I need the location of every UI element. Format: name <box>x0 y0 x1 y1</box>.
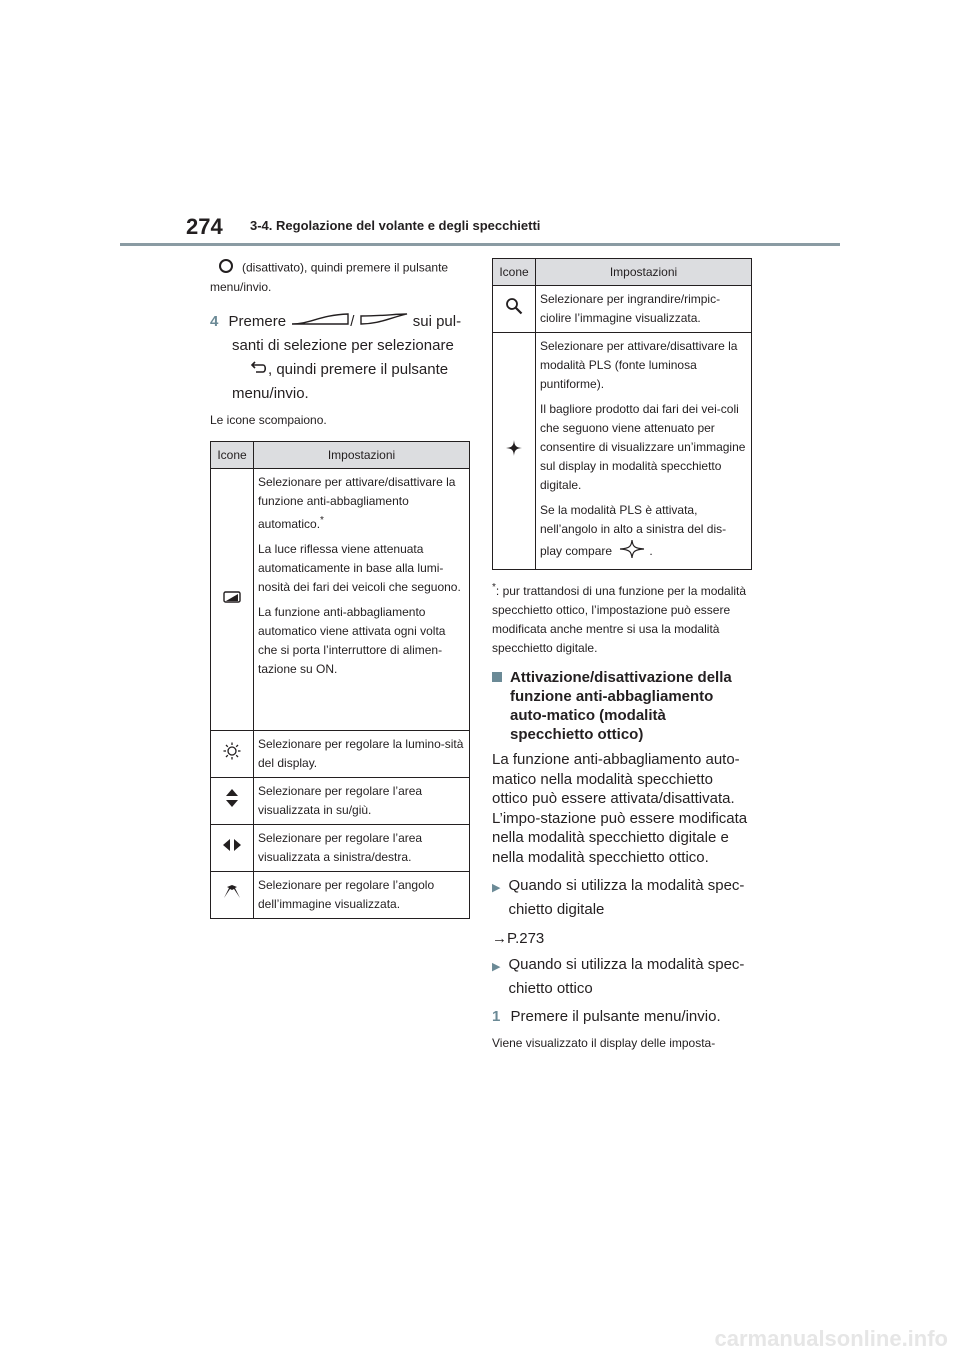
footnote: *: pur trattandosi di una funzione per la modalità specchietto ottico, l’impostazione può essere modificata anche mentre si usa la modalità specchietto digitale. <box>492 582 747 655</box>
heading-bullet-icon <box>492 672 502 682</box>
table-row: Selezionare per attivare/disattivare la modalità PLS (fonte luminosa puntiforme). Il bagliore prodotto dai fari dei vei-coli che seguono viene attenuato per consentire di visualizzare un’immagine sul display in modalità specchietto digitale. Se la modalità PLS è attivata, nell’angolo in alto a sinistra del dis-play compare . <box>493 333 752 570</box>
table-row: Selezionare per regolare l’area visualizzata in su/giù. <box>211 778 470 825</box>
table-header-icon: Icone <box>493 259 536 286</box>
step-number: 4 <box>210 313 219 330</box>
right-settings-table <box>492 258 752 570</box>
section-title: 3-4. Regolazione del volante e degli specchietti <box>250 218 541 233</box>
zoom-icon <box>493 286 536 333</box>
angle-icon <box>211 872 254 919</box>
left-right-icon <box>211 825 254 872</box>
right-column <box>492 258 752 1052</box>
back-arrow-icon <box>250 358 268 382</box>
select-right-button-icon <box>359 310 409 334</box>
step-1: 1 Premere il pulsante menu/invio. <box>492 1007 721 1025</box>
step-4: 4 Premere / sui pul- santi di selezione per selezionare , quindi premere il pulsante menu/invio. <box>210 310 470 406</box>
table-row: Selezionare per regolare l’angolo dell’immagine visualizzata. <box>211 872 470 919</box>
header-rule <box>120 243 840 246</box>
watermark <box>0 1320 960 1358</box>
intro-text: (disattivato), quindi premere il pulsante menu/invio. <box>210 258 470 296</box>
page-header <box>0 0 960 250</box>
brightness-icon <box>211 731 254 778</box>
table-row: Selezionare per attivare/disattivare la funzione anti-abbagliamento automatico.* La luce riflessa viene attenuata automaticamente in base alla lumi-nosità dei fari dei veicoli che seguono. La funzione anti-abbagliamento automatico viene attivata ogni volta che si porta l’interruttore di alimen-tazione su ON. <box>211 469 470 731</box>
up-down-icon <box>211 778 254 825</box>
page-reference[interactable]: →P.273 <box>492 929 545 947</box>
table-row: Selezionare per ingrandire/rimpic-ciolire l’immagine visualizzata. <box>493 286 752 333</box>
select-left-button-icon <box>290 310 350 334</box>
sub-item-digital: ▶ Quando si utilizza la modalità spec-chietto digitale <box>492 874 752 922</box>
triangle-bullet-icon: ▶ <box>492 881 501 894</box>
watermark-text: carmanualsonline.info <box>714 1326 948 1351</box>
table-row: Selezionare per regolare l’area visualizzata a sinistra/destra. <box>211 825 470 872</box>
table-row: Selezionare per regolare la lumino-sità del display. <box>211 731 470 778</box>
table-header-icon: Icone <box>211 442 254 469</box>
triangle-bullet-icon: ▶ <box>492 960 501 973</box>
note-text: Le icone scompaiono. <box>210 413 327 428</box>
sub-item-optical: ▶ Quando si utilizza la modalità spec-chietto ottico <box>492 953 752 1001</box>
left-settings-table <box>210 441 470 919</box>
pls-indicator-icon <box>619 539 645 565</box>
section-heading: Attivazione/disattivazione della funzione anti-abbagliamento auto-matico (modalità specchietto ottico) <box>492 668 752 744</box>
page-number: 274 <box>186 214 223 239</box>
step-number: 1 <box>492 1007 501 1025</box>
body-paragraph: La funzione anti-abbagliamento auto-matico nella modalità specchietto ottico può essere attivata/disattivata. L’impo-stazione può essere modificata nella modalità specchietto digitale e nella modalità specchietto ottico. <box>492 751 748 866</box>
table-header-settings: Impostazioni <box>254 442 470 469</box>
left-column <box>210 258 470 919</box>
auto-antiglare-icon <box>211 469 254 731</box>
pls-icon <box>493 333 536 570</box>
off-circle-icon <box>218 258 234 279</box>
closing-text: Viene visualizzato il display delle imposta- <box>492 1035 716 1050</box>
table-header-settings: Impostazioni <box>536 259 752 286</box>
